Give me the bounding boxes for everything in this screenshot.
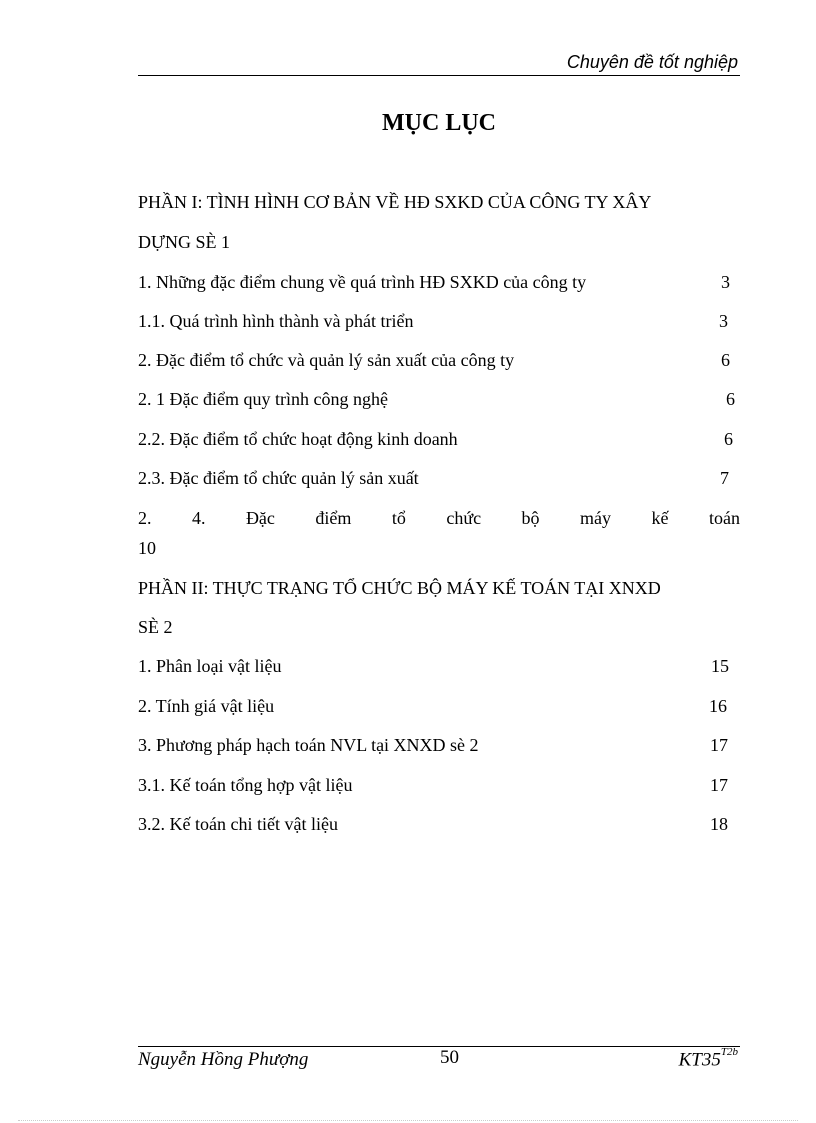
toc-word: Đặc xyxy=(245,508,275,528)
toc-entry xyxy=(138,654,740,678)
part1-title-line1 xyxy=(138,190,740,214)
toc-entry xyxy=(138,427,740,451)
page-edge-dotted-line xyxy=(18,1120,798,1121)
toc-entry xyxy=(138,387,740,411)
toc-entry-page: 3 xyxy=(721,272,730,292)
footer-class-code xyxy=(678,1046,738,1071)
toc-word: chức xyxy=(446,508,482,528)
toc-word: máy xyxy=(580,508,612,528)
toc-entry xyxy=(138,466,740,490)
part2-title-text-2: SÈ 2 xyxy=(138,617,173,637)
toc-entry-page: 18 xyxy=(710,814,728,834)
toc-entry xyxy=(138,348,740,372)
toc-entry-page: 17 xyxy=(710,775,728,795)
toc-word: toán xyxy=(708,508,740,528)
toc-entry-label: 1. Phân loại vật liệu xyxy=(138,656,282,676)
toc-entry-page: 15 xyxy=(711,656,729,676)
part1-title-text-1: PHẦN I: TÌNH HÌNH CƠ BẢN VỀ HĐ SXKD CỦA CÔNG TY XÂY xyxy=(138,192,652,212)
toc-entry-page: 6 xyxy=(721,350,730,370)
toc-entry-label: 1.1. Quá trình hình thành và phát triển xyxy=(138,311,414,331)
toc-entry xyxy=(138,733,740,757)
footer-rule xyxy=(138,1046,740,1047)
toc-entry-label: 3.1. Kế toán tổng hợp vật liệu xyxy=(138,775,353,795)
toc-entry xyxy=(138,812,740,836)
toc-entry xyxy=(138,270,740,294)
toc-entry-page: 6 xyxy=(724,429,733,449)
toc-entry-label: 3.2. Kế toán chi tiết vật liệu xyxy=(138,814,338,834)
toc-word: kế xyxy=(651,508,669,528)
part1-title-line2 xyxy=(138,230,740,254)
toc-entry-label: 2. Đặc điểm tổ chức và quản lý sản xuất của công ty xyxy=(138,350,515,370)
toc-word: 4. xyxy=(191,508,206,528)
part2-title-line2 xyxy=(138,615,740,639)
toc-word: bộ xyxy=(521,508,540,528)
part1-title-text-2: DỰNG SÈ 1 xyxy=(138,232,230,252)
footer-author: Nguyễn Hồng Phượng xyxy=(138,1049,309,1070)
toc-heading: MỤC LỤC xyxy=(382,110,496,136)
toc-word: điểm xyxy=(315,508,352,528)
part2-title-line1 xyxy=(138,576,740,600)
toc-entry-page: 3 xyxy=(719,311,728,331)
toc-word: tổ xyxy=(391,508,406,528)
toc-entry-label: 2.2. Đặc điểm tổ chức hoạt động kinh doanh xyxy=(138,429,458,449)
header-title: Chuyên đề tốt nghiệp xyxy=(566,52,738,72)
toc-entry-justified xyxy=(138,506,740,530)
toc-entry xyxy=(138,309,740,333)
toc-entry-page: 17 xyxy=(710,735,728,755)
toc-entry-label: 2. Tính giá vật liệu xyxy=(138,696,275,716)
toc-entry-label: 2.3. Đặc điểm tổ chức quản lý sản xuất xyxy=(138,468,419,488)
toc-entry xyxy=(138,773,740,797)
toc-word: 2. xyxy=(138,508,152,528)
toc-entry-label: 3. Phương pháp hạch toán NVL tại XNXD sè 2 xyxy=(138,735,479,755)
part2-title-text-1: PHẦN II: THỰC TRẠNG TỔ CHỨC BỘ MÁY KẾ TOÁN TẠI XNXD xyxy=(138,578,661,598)
footer-page-number: 50 xyxy=(440,1047,459,1068)
toc-entry xyxy=(138,694,740,718)
toc-entry-label: 2. 1 Đặc điểm quy trình công nghệ xyxy=(138,389,388,409)
header-rule xyxy=(138,75,740,76)
footer-class-code-main: KT35 xyxy=(678,1049,721,1071)
toc-entry-page: 6 xyxy=(726,389,735,409)
toc-entry-page: 7 xyxy=(720,468,729,488)
toc-entry-page: 10 xyxy=(138,538,156,558)
toc-entry-page: 16 xyxy=(709,696,727,716)
toc-entry-label: 1. Những đặc điểm chung về quá trình HĐ SXKD của công ty xyxy=(138,272,587,292)
footer-class-code-sup: T2b xyxy=(720,1046,738,1058)
